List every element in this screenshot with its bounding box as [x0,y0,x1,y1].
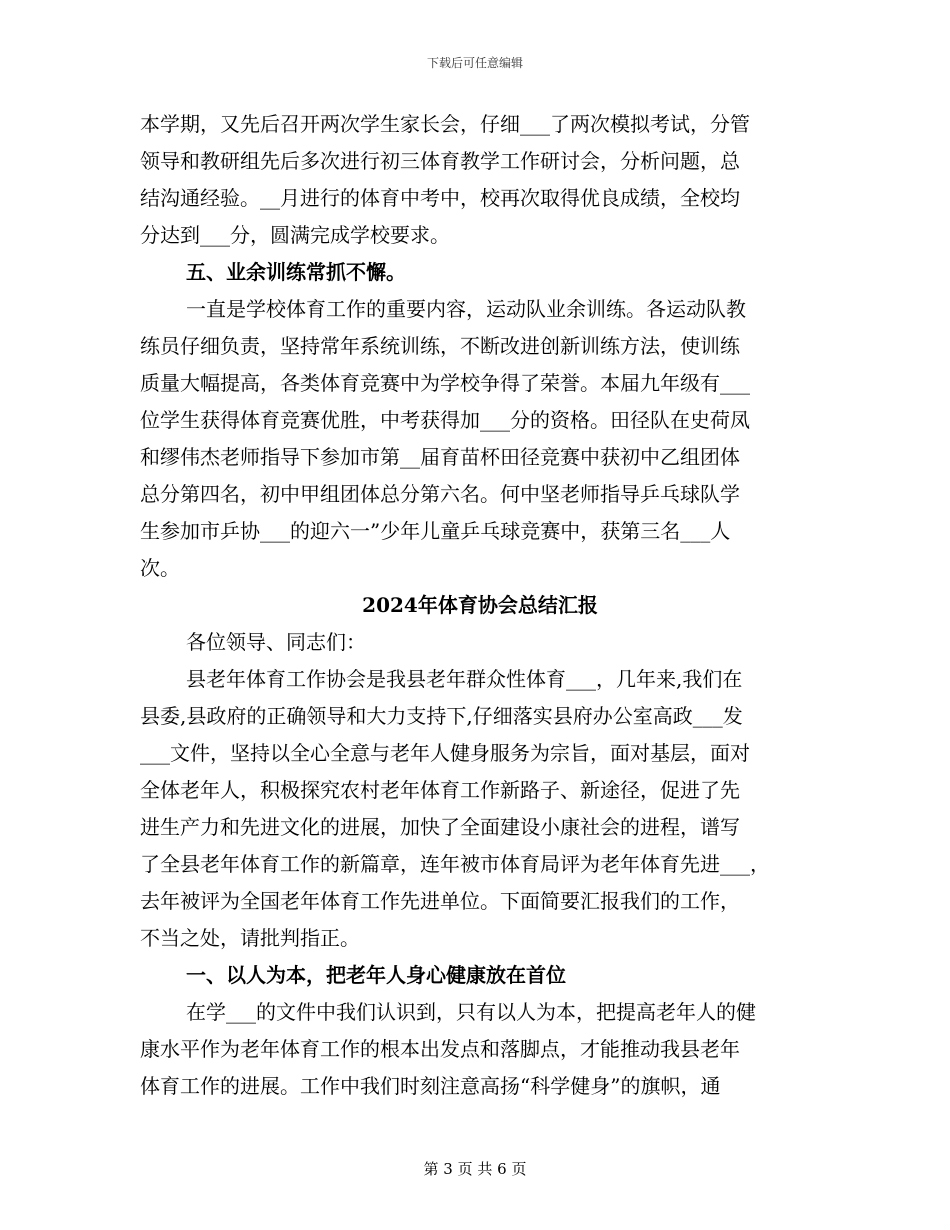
paragraph-line: 了全县老年体育工作的新篇章，连年被市体育局评为老年体育先进___， [140,852,770,876]
paragraph-line: 体育工作的进展。工作中我们时刻注意高扬“科学健身”的旗帜，通 [140,1074,721,1098]
paragraph-line: 一直是学校体育工作的重要内容，运动队业余训练。各运动队教 [186,297,746,321]
paragraph-line: 康水平作为老年体育工作的根本出发点和落脚点，才能推动我县老年 [140,1037,740,1061]
section-title: 2024年体育协会总结汇报 [362,593,598,617]
paragraph-line: 总分第四名，初中甲组团体总分第六名。何中坚老师指导乒乓球队学 [140,482,740,506]
paragraph-line: 本学期，又先后召开两次学生家长会，仔细___了两次模拟考试，分管 [140,112,750,136]
page-number: 第 3 页 共 6 页 [423,1160,527,1178]
paragraph-line: 位学生获得体育竞赛优胜，中考获得加___分的资格。田径队在史荷凤 [140,408,750,432]
paragraph-line: 次。 [140,556,180,580]
paragraph-line: 练员仔细负责，坚持常年系统训练，不断改进创新训练方法，使训练 [140,334,740,358]
section-heading: 一、以人为本，把老年人身心健康放在首位 [186,963,566,987]
paragraph-line: 全体老年人，积极探究农村老年体育工作新路子、新途径，促进了先 [140,778,740,802]
paragraph-line: 各位领导、同志们： [186,630,366,654]
paragraph-line: 县老年体育工作协会是我县老年群众性体育___，几年来,我们在 [186,667,743,691]
paragraph-line: 生参加市乒协___的迎六一”少年儿童乒乓球竞赛中，获第三名___人 [140,519,731,543]
paragraph-line: 不当之处，请批判指正。 [140,926,360,950]
paragraph-line: 领导和教研组先后多次进行初三体育教学工作研讨会，分析问题，总 [140,149,740,173]
paragraph-line: 县委,县政府的正确领导和大力支持下,仔细落实县府办公室高政___发 [140,704,743,728]
paragraph-line: 进生产力和先进文化的进展，加快了全面建设小康社会的进程，谱写 [140,815,740,839]
paragraph-line: 和缪伟杰老师指导下参加市第__届育苗杯田径竞赛中获初中乙组团体 [140,445,740,469]
document-body [140,106,820,1105]
header-note: 下载后可任意编辑 [426,56,523,70]
section-heading: 五、业余训练常抓不懈。 [186,260,406,284]
paragraph-line: ___文件，坚持以全心全意与老年人健身服务为宗旨，面对基层，面对 [140,741,750,765]
paragraph-line: 分达到___分，圆满完成学校要求。 [140,223,450,247]
paragraph-line: 质量大幅提高，各类体育竞赛中为学校争得了荣誉。本届九年级有___ [140,371,750,395]
paragraph-line: 结沟通经验。__月进行的体育中考中，校再次取得优良成绩，全校均 [140,186,740,210]
paragraph-line: 在学___的文件中我们认识到，只有以人为本，把提高老年人的健 [186,1000,756,1024]
paragraph-line: 去年被评为全国老年体育工作先进单位。下面简要汇报我们的工作， [140,889,740,913]
